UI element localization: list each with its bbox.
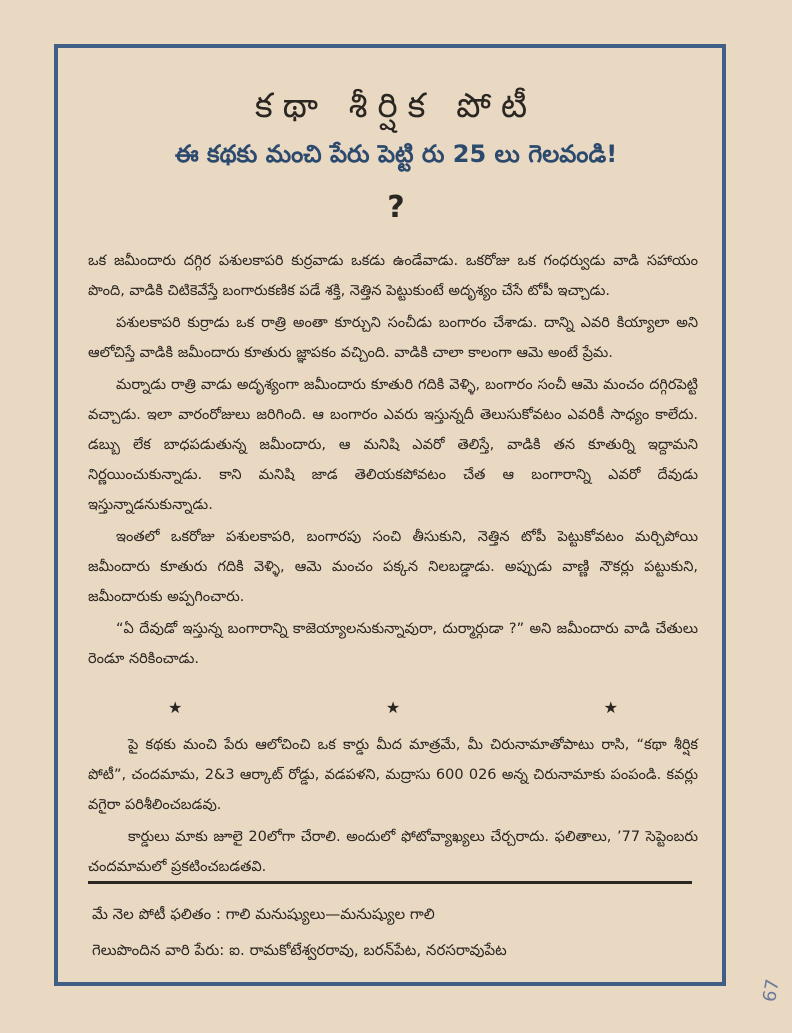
- contest-title: కథా శీర్షిక పోటీ: [254, 86, 538, 126]
- previous-result: [92, 896, 692, 968]
- story-paragraph: ఒక జమీందారు దగ్గిర పశులకాపరి కుర్రవాడు ఒకడు ఉండేవాడు. ఒకరోజు ఒక గంధర్వుడు వాడి సహాయం పొంది, వాడికి చిటికెవేస్తే బంగారుకణిక పడే శక్తి, నెత్తిన పెట్టుకుంటే అదృశ్యం చేసే టోపీ ఇచ్చాడు.: [88, 253, 698, 299]
- instruction-paragraph: పై కథకు మంచి పేరు ఆలోచించి ఒక కార్డు మీద మాత్రమే, మీ చిరునామాతోపాటు రాసి, “కథా శీర్షిక పోటీ”, చందమామ, 2&3 ఆర్కాట్ రోడ్డు, వడపళని, మద్రాసు 600 026 అన్న చిరునామాకు పంపండి. కవర్లు వగైరా పరిశీలించబడవు.: [88, 737, 698, 813]
- story-paragraph: ఇంతలో ఒకరోజు పశులకాపరి, బంగారపు సంచి తీసుకుని, నెత్తిన టోపీ పెట్టుకోవటం మర్చిపోయి జమీందారు కూతురు గదికి వెళ్ళి, ఆమె మంచం పక్కన నిలబడ్డాడు. అప్పుడు వాణ్ణి నౌకర్లు పట్టుకుని, జమీందారుకు అప్పగించారు.: [88, 529, 698, 605]
- star-icon: ★: [603, 698, 618, 717]
- contest-instructions: [88, 730, 698, 884]
- page-number: 67: [759, 977, 784, 1004]
- story-paragraph: పశులకాపరి కుర్రాడు ఒక రాత్రి అంతా కూర్చుని సంచీడు బంగారం చేశాడు. దాన్ని ఎవరి కియ్యాలా అని ఆలోచిస్తే వాడికి జమీందారు కూతురు జ్ఞాపకం వచ్చింది. వాడికి చాలా కాలంగా ఆమె అంటే ప్రేమ.: [88, 315, 698, 361]
- story-paragraph: మర్నాడు రాత్రి వాడు అదృశ్యంగా జమీందారు కూతురి గదికి వెళ్ళి, బంగారం సంచీ ఆమె మంచం దగ్గిరపెట్టి వచ్చాడు. ఇలా వారంరోజులు జరిగింది. ఆ బంగారం ఎవరు ఇస్తున్నదీ తెలుసుకోవటం ఎవరికీ సాధ్యం కాలేదు. డబ్బు లేక బాధపడుతున్న జమీందారు, ఆ మనిషి ఎవరో తెలిస్తే, వాడికి తన కూతుర్ని ఇద్దామని నిర్ణయించుకున్నాడు. కాని మనిషి జాడ తెలియకపోవటం చేత ఆ బంగారాన్ని ఎవరో దేవుడు ఇస్తున్నాడనుకున్నాడు.: [88, 377, 698, 513]
- contest-subtitle: ఈ కథకు మంచి పేరు పెట్టి రు 25 లు గెలవండి!: [174, 140, 618, 168]
- star-icon: ★: [385, 698, 401, 717]
- result-line: మే నెల పోటీ ఫలితం : గాలి మనుష్యులు—మనుష్యుల గాలి: [92, 905, 435, 923]
- divider-line: [88, 881, 692, 884]
- instruction-paragraph: కార్డులు మాకు జూలై 20లోగా చేరాలి. అందులో ఫోటోవ్యాఖ్యలు చేర్చరాదు. ఫలితాలు, ’77 సెప్టెంబరు చందమామలో ప్రకటించబడతవి.: [88, 829, 698, 875]
- winner-line: గెలుపొందిన వారి పేరు: ఐ. రామకోటేశ్వరరావు, బరన్‌పేట, నరసరావుపేట: [92, 941, 507, 959]
- story-body: [88, 246, 698, 676]
- star-icon: ★: [168, 698, 183, 717]
- story-paragraph: “ఏ దేవుడో ఇస్తున్న బంగారాన్ని కాజెయ్యాలనుకున్నావురా, దుర్మార్గుడా ?” అని జమీందారు వాడి చేతులు రెండూ నరికించాడు.: [88, 621, 698, 667]
- star-divider: [88, 698, 698, 717]
- question-mark: ?: [387, 190, 405, 225]
